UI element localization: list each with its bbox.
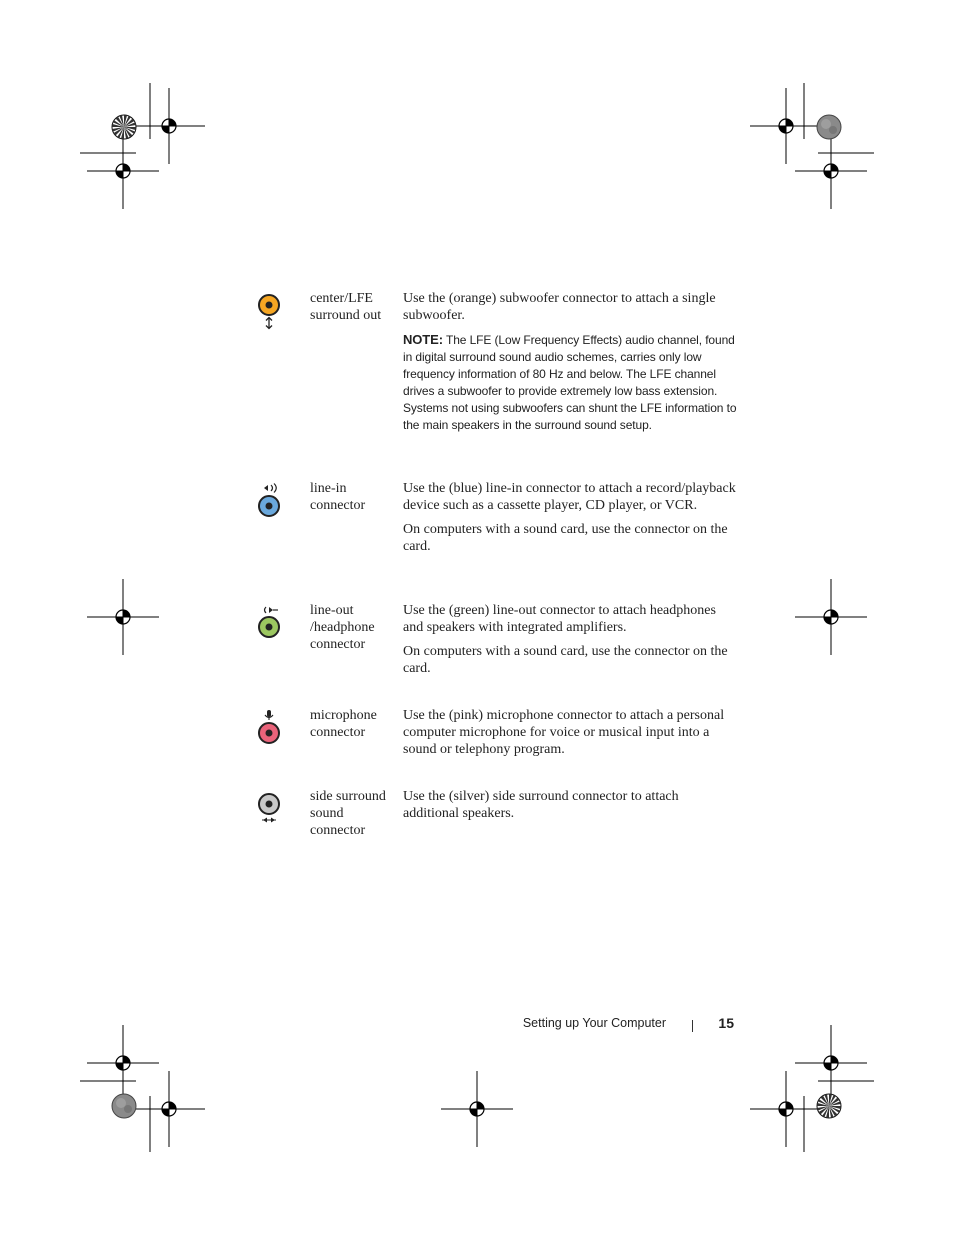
page-footer [520, 1015, 736, 1035]
description-paragraph: On computers with a sound card, use the connector on the card. [403, 522, 728, 554]
section-title: Setting up Your Computer [522, 1016, 666, 1030]
note [403, 331, 738, 434]
line-in-icon [250, 480, 290, 520]
connector-description [403, 290, 738, 441]
side-surround-icon [250, 788, 290, 828]
description-paragraph: On computers with a sound card, use the connector on the card. [403, 644, 728, 676]
page-number: 15 [718, 1015, 734, 1031]
description-paragraph: Use the (pink) microphone connector to attach a personal computer microphone for voice or musical input into a sound or telephony program. [403, 708, 725, 757]
connector-name: microphone connector [310, 708, 377, 740]
description-paragraph: Use the (orange) subwoofer connector to attach a single subwoofer. [403, 291, 716, 323]
description-paragraph: Use the (blue) line-in connector to attach a record/playback device such as a cassette player, CD player, or VCR. [403, 481, 736, 513]
footer-separator [692, 1020, 693, 1032]
center-lfe-icon [250, 290, 290, 330]
connector-name: line-out /headphone connector [310, 603, 375, 652]
description-paragraph: Use the (green) line-out connector to attach headphones and speakers with integrated amplifiers. [403, 603, 716, 635]
connector-description [403, 480, 738, 562]
description-paragraph: Use the (silver) side surround connector to attach additional speakers. [403, 789, 679, 821]
connector-description [403, 602, 738, 684]
connector-description [403, 788, 738, 829]
connector-description [403, 707, 738, 765]
connector-name: center/LFE surround out [310, 291, 382, 323]
connector-name: side surround sound connector [310, 789, 386, 838]
note-label: NOTE: [403, 332, 443, 347]
connector-name: line-in connector [310, 481, 366, 513]
microphone-icon [250, 707, 290, 747]
line-out-icon [250, 602, 290, 642]
note-text: The LFE (Low Frequency Effects) audio channel, found in digital surround sound audio schemes, carries only low frequency information of 80 Hz and below. The LFE channel drives a subwoofer to provide extremely low bass extension. Systems not using subwoofers can shunt the LFE information to the main speakers in the surround sound setup. [403, 333, 737, 432]
